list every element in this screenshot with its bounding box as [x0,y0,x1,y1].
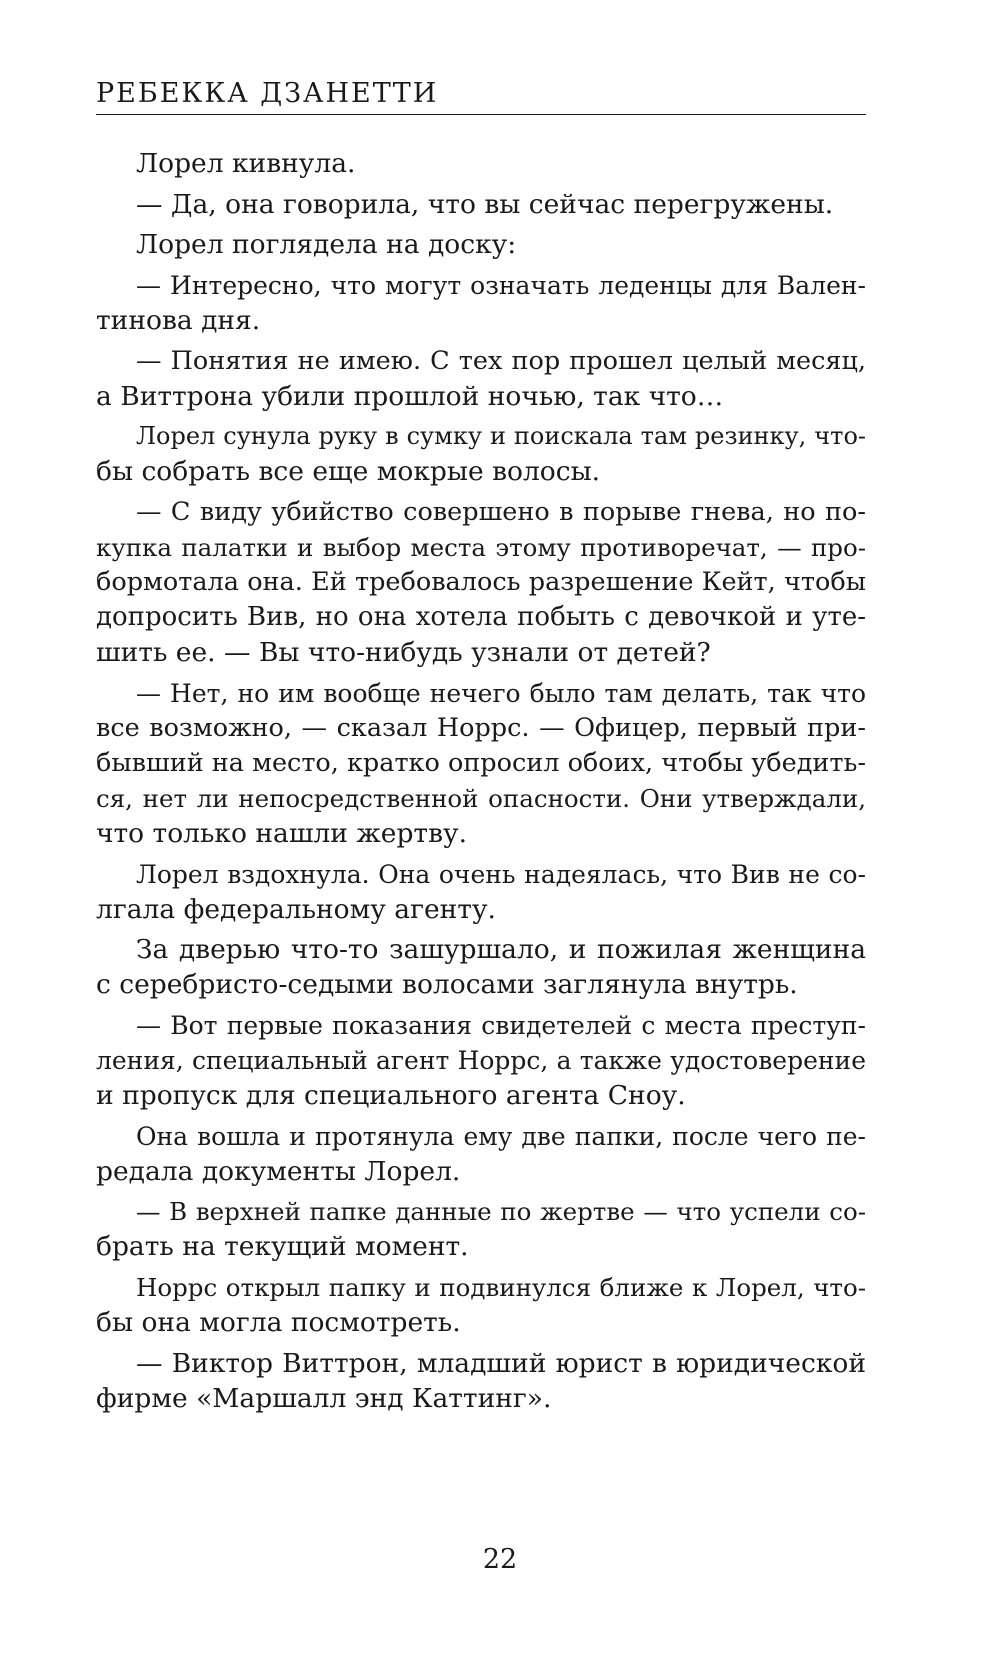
text-line: бы она могла посмотреть. [96,1307,461,1339]
body-text [96,146,866,1416]
text-line: редала документы Лорел. [96,1155,461,1187]
page-number: 22 [482,1544,518,1575]
text-line: Лорел кивнула. [136,148,356,179]
text-line: тинова дня. [96,304,261,336]
text-line: — Нет, но им вообще нечего было там делать, так что [136,678,866,708]
text-line: Лорел сунула руку в сумку и поискала там резинку, что- [136,422,866,451]
text-line: все возможно, — сказал Норрс. — Офицер, первый при- [96,712,866,743]
text-line: За дверью что-то зашуршало, и пожилая женщина [136,934,866,966]
text-line: — С виду убийство совершено в порыве гнева, но по- [136,496,866,527]
text-line: купка палатки и выбор места этому противоречат, — про- [96,533,866,563]
text-line: Лорел поглядела на доску: [136,229,517,261]
text-line: что только нашли жертву. [96,818,468,849]
text-line: и пропуск для специального агента Сноу. [96,1080,686,1112]
text-line: лгала федеральному агенту. [96,893,496,925]
running-head [96,76,866,115]
text-line: бормотала она. Ей требовалось разрешение Кейт, чтобы [96,567,866,598]
text-line: брать на текущий момент. [96,1231,469,1263]
text-line: — Интересно, что могут означать леденцы для Вален- [136,270,866,300]
text-line: — Понятия не имею. С тех пор прошел целый месяц, [136,345,866,376]
text-line: Лорел вздохнула. Она очень надеялась, что Вив не со- [136,859,866,889]
text-line: Она вошла и протянула ему две папки, после чего пе- [136,1121,866,1151]
text-line: Норрс открыл папку и подвинулся ближе к Лорел, что- [136,1273,866,1303]
text-line: ления, специальный агент Норрс, а также удостоверение [96,1046,866,1076]
text-line: — Виктор Виттрон, младший юрист в юридической [136,1347,866,1379]
text-line: — В верхней папке данные по жертве — что успели со- [136,1197,866,1227]
text-line: ся, нет ли непосредственной опасности. Они утверждали, [96,783,866,813]
text-line: допросить Вив, но она хотела побыть с девочкой и уте- [96,602,866,633]
text-line: с серебристо-седыми волосами заглянула внутрь. [96,969,798,1001]
running-head-title: РЕБЕККА ДЗАНЕТТИ [96,78,439,109]
text-line: — Да, она говорила, что вы сейчас перегружены. [136,188,834,220]
text-line: — Вот первые показания свидетелей с места преступ- [136,1011,866,1041]
text-line: а Виттрона убили прошлой ночью, так что… [96,380,724,412]
text-line: бы собрать все еще мокрые волосы. [96,456,601,488]
text-line: фирме «Маршалл энд Каттинг». [96,1382,552,1414]
text-line: бывший на место, кратко опросил обоих, чтобы убедить- [96,747,867,778]
text-line: шить ее. — Вы что-нибудь узнали от детей? [96,637,711,669]
